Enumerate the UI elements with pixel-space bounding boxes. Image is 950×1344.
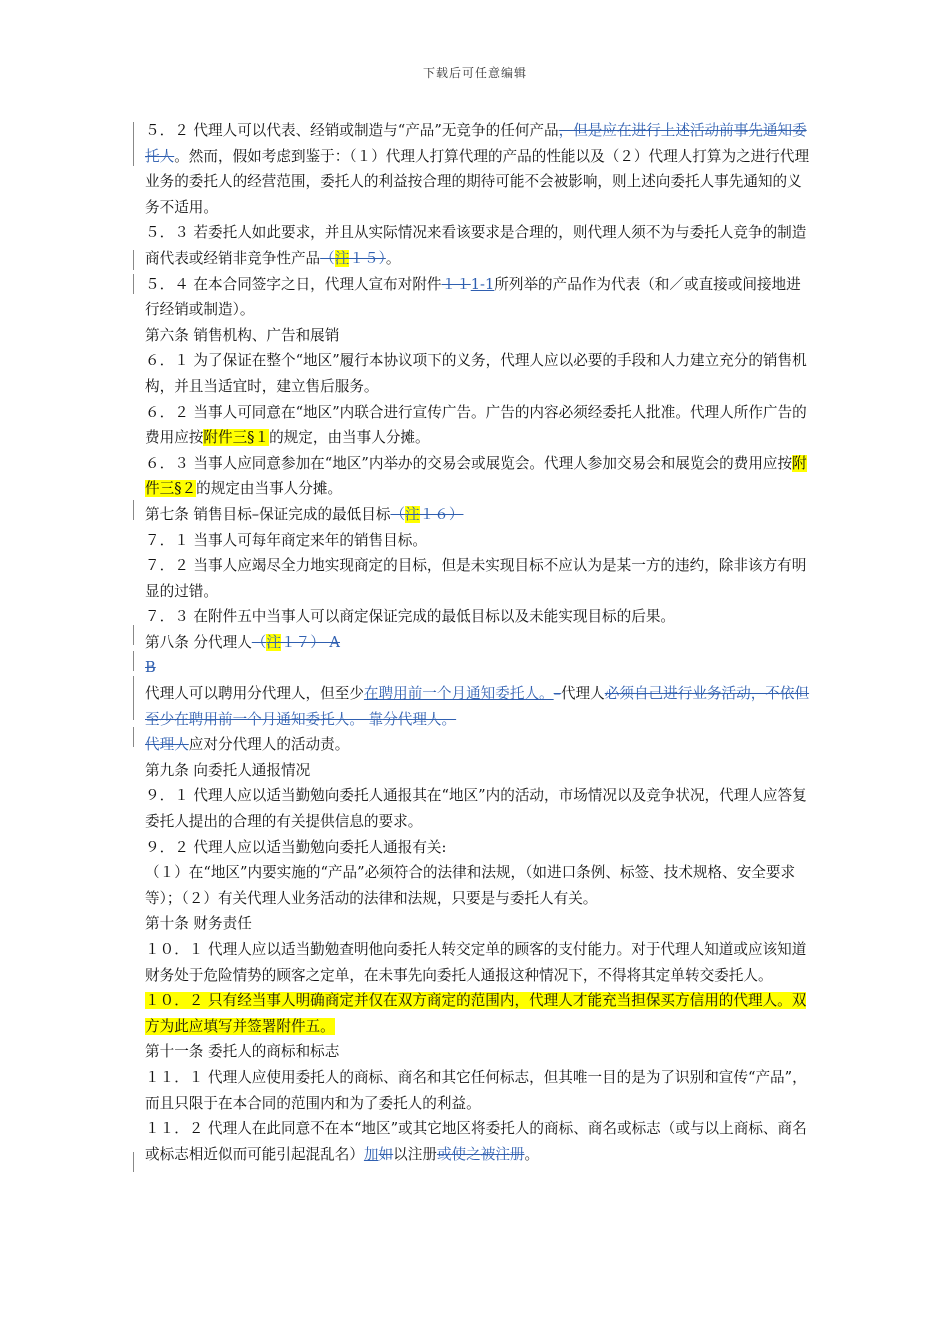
deleted-text: ，但是应在进行上述活动前事先通知委托人: [145, 122, 807, 165]
article-6-heading: 第六条 销售机构、广告和展销: [145, 326, 340, 344]
highlighted-text: 注: [405, 505, 420, 523]
clause-9-1: ９．１ 代理人应以适当勤勉向委托人通报其在“地区”内的活动，市场情况以及竞争状况，代理人应答复委托人提出的合理的有关提供信息的要求。: [145, 787, 807, 831]
article-8-deleted-line: [145, 655, 815, 681]
text-run: 的规定由当事人分摊。: [196, 480, 343, 498]
text-run: ６．３ 当事人应同意参加在“地区”内举办的交易会或展览会。代理人参加交易会和展览会的费用应按: [145, 454, 793, 472]
change-bar: [133, 651, 134, 671]
clause-5-2: [145, 118, 815, 220]
clause-7-1: ７．１ 当事人可每年商定来年的销售目标。: [145, 531, 427, 549]
text-run: 代理人: [560, 685, 605, 703]
clause-11-2: [145, 1116, 815, 1167]
text-run: （: [390, 505, 406, 523]
clause-7-2: ７．２ 当事人应竭尽全力地实现商定的目标，但是未实现目标不应认为是某一方的违约，除非该方有明显的过错。: [145, 557, 807, 600]
text-run: 第八条 分代理人: [145, 633, 252, 651]
article-8-heading: [145, 630, 815, 656]
clause-9-2-items: （１）在“地区”内要实施的“产品”必须符合的法律和法规，（如进口条例、标签、技术规格、安全要求等）；（２）有关代理人业务活动的法律和法规，只要是与委托人有关。: [145, 864, 796, 907]
text-run: ５．３ 若委托人如此要求，并且从实际情况来看该要求是合理的，则代理人须不为与委托人竞争的制造商代表或经销非竞争性产品: [145, 224, 807, 267]
clause-8-body-cont: [145, 732, 815, 758]
text-run: ６．２ 当事人可同意在“地区”内联合进行宣传广告。广告的内容必须经委托人批准。代理人所作广告的费用应按: [145, 403, 807, 447]
clause-5-3: [145, 220, 815, 271]
text-run: １７） A: [281, 633, 340, 651]
deleted-note-ref: [390, 506, 463, 523]
highlighted-text: 注: [266, 633, 282, 651]
clause-11-1: １１．１ 代理人应使用委托人的商标、商名和其它任何标志，但其唯一目的是为了识别和宣传“产品”，而且只限于在本合同的范围内和为了委托人的利益。: [145, 1068, 807, 1112]
highlighted-text: 注: [334, 249, 350, 267]
change-bar: [133, 274, 134, 294]
article-11-heading: 第十一条 委托人的商标和标志: [145, 1043, 340, 1061]
clause-8-body: [145, 681, 815, 732]
text-run: １５）: [349, 249, 386, 267]
deleted-text: １１: [441, 275, 471, 293]
deleted-note-ref: [320, 250, 386, 267]
text-run: １６）: [419, 505, 464, 523]
text-run: 应对分代理人的活动责。: [188, 736, 350, 754]
inserted-text: 1-1: [470, 275, 495, 293]
highlighted-text: １０．２ 只有经当事人明确商定并仅在双方商定的范围内，代理人才能充当担保买方信用的代理人。双方为此应填写并签署附件五。: [145, 992, 807, 1035]
clause-7-3: ７．３ 在附件五中当事人可以商定保证完成的最低目标以及未能实现目标的后果。: [145, 608, 676, 626]
change-bar: [133, 1152, 134, 1172]
article-10-heading: 第十条 财务责任: [145, 915, 252, 933]
deleted-text: 或使之被注册: [436, 1145, 525, 1163]
deleted-text: 代理人: [145, 736, 189, 754]
clause-6-2: [145, 400, 815, 451]
clause-5-4: [145, 272, 815, 323]
deleted-text: 如: [378, 1145, 394, 1163]
text-run: 第七条 销售目标–保证完成的最低目标: [145, 505, 391, 523]
deleted-text: B: [145, 659, 156, 677]
text-run: （: [251, 633, 267, 651]
text-run: １１．２ 代理人在此同意不在本“地区”或其它地区将委托人的商标、商名或标志（或与以上商标、商名或标志相近似而可能引起混乱名）: [145, 1120, 807, 1163]
text-run: （: [320, 249, 335, 267]
deleted-text: 必须自己进行业务活动，不依但至少在聘用前一个月通知委托人。 靠分代理人。: [145, 685, 810, 728]
change-bar: [133, 727, 134, 747]
page-header: 下载后可任意编辑: [422, 66, 527, 80]
text-run: 以注册: [393, 1145, 437, 1163]
article-7-heading: [145, 502, 815, 528]
text-run: 所列举的产品作为代表（和／或直接或间接地进行经销或制造）。: [145, 275, 801, 319]
clause-10-2: [145, 988, 815, 1039]
deleted-note-ref: [252, 634, 340, 651]
inserted-text: 加: [363, 1145, 379, 1163]
text-run: 。: [385, 249, 401, 267]
text-run: 代理人可以聘用分代理人，但至少: [145, 685, 364, 703]
clause-10-1: １０．１ 代理人应以适当勤勉查明他向委托人转交定单的顾客的支付能力。对于代理人知道或应该知道财务处于危险情势的顾客之定单，在未事先向委托人通报这种情况下，不得将其定单转交委托人。: [145, 941, 807, 984]
change-bar: [133, 625, 134, 645]
clause-6-1: ６．１ 为了保证在整个“地区”履行本协议项下的义务，代理人应以必要的手段和人力建立充分的销售机构，并且当适宜时，建立售后服务。: [145, 352, 807, 395]
change-bar: [133, 500, 134, 520]
highlighted-text: 附件三§２: [145, 454, 807, 498]
clause-6-3: [145, 451, 815, 502]
deleted-text: –: [553, 685, 561, 703]
text-run: 的规定，由当事人分摊。: [269, 429, 430, 447]
text-run: ５．４ 在本合同签字之日，代理人宣布对附件: [145, 275, 442, 293]
text-run: 。: [524, 1145, 540, 1163]
document-body: [145, 118, 815, 1167]
text-run: 。然而，假如考虑到鉴于：（１）代理人打算代理的产品的性能以及（２）代理人打算为之进行代理业务的委托人的经营范围，委托人的利益按合理的期待可能不会被影响，则上述向委托人事先通知的义务不适用。: [145, 147, 810, 216]
article-9-heading: 第九条 向委托人通报情况: [145, 761, 311, 779]
text-run: ５．２ 代理人可以代表、经销或制造与“产品”无竞争的任何产品: [145, 122, 559, 139]
change-bar: [133, 676, 134, 720]
inserted-text: 在聘用前一个月通知委托人。: [363, 685, 554, 703]
change-bar: [133, 122, 134, 166]
clause-9-2: ９．２ 代理人应以适当勤勉向委托人通报有关:: [145, 838, 447, 856]
highlighted-text: 附件三§１: [203, 429, 270, 447]
change-bar: [133, 250, 134, 270]
